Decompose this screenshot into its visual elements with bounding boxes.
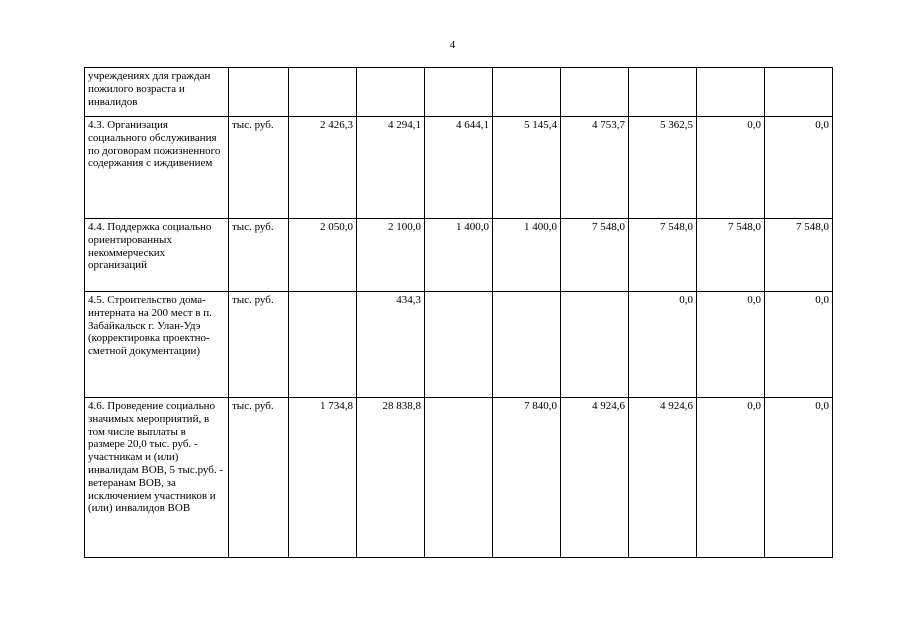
value-cell (561, 292, 629, 398)
row-title: учреждениях для граждан пожилого возраста и инвалидов (85, 68, 229, 117)
row-title: 4.3. Организация социального обслуживания по договорам пожизненного содержания с иждивением (85, 117, 229, 219)
value-cell: 434,3 (357, 292, 425, 398)
value-cell: 7 548,0 (697, 219, 765, 292)
table-row (85, 292, 833, 398)
value-cell: 4 644,1 (425, 117, 493, 219)
value-cell: 0,0 (697, 292, 765, 398)
value-cell (425, 398, 493, 558)
value-cell (629, 68, 697, 117)
value-cell (425, 68, 493, 117)
value-cell: 5 145,4 (493, 117, 561, 219)
value-cell: 0,0 (765, 292, 833, 398)
value-cell: 0,0 (697, 117, 765, 219)
row-title: 4.6. Проведение социально значимых мероприятий, в том числе выплаты в размере 20,0 тыс. руб. - участникам и (или) инвалидам ВОВ, 5 тыс.руб. - ветеранам ВОВ, за исключением участников и (или) инвалидов ВОВ (85, 398, 229, 558)
unit-cell: тыс. руб. (229, 398, 289, 558)
row-title: 4.5. Строительство дома-интерната на 200 мест в п. Забайкальск г. Улан-Удэ (корректировка проектно-сметной документации) (85, 292, 229, 398)
value-cell: 2 426,3 (289, 117, 357, 219)
program-financing-table (84, 67, 833, 558)
table-row (85, 219, 833, 292)
unit-cell (229, 68, 289, 117)
value-cell (289, 292, 357, 398)
value-cell (697, 68, 765, 117)
value-cell: 0,0 (697, 398, 765, 558)
value-cell: 2 050,0 (289, 219, 357, 292)
value-cell: 0,0 (765, 117, 833, 219)
table-row (85, 68, 833, 117)
value-cell (357, 68, 425, 117)
unit-cell: тыс. руб. (229, 219, 289, 292)
value-cell (425, 292, 493, 398)
value-cell: 5 362,5 (629, 117, 697, 219)
value-cell: 0,0 (765, 398, 833, 558)
value-cell (289, 68, 357, 117)
value-cell: 7 548,0 (765, 219, 833, 292)
unit-cell: тыс. руб. (229, 292, 289, 398)
value-cell: 28 838,8 (357, 398, 425, 558)
value-cell: 4 753,7 (561, 117, 629, 219)
value-cell: 2 100,0 (357, 219, 425, 292)
value-cell: 0,0 (629, 292, 697, 398)
value-cell: 7 840,0 (493, 398, 561, 558)
row-title: 4.4. Поддержка социально ориентированных некоммерческих организаций (85, 219, 229, 292)
table-row (85, 398, 833, 558)
value-cell: 1 400,0 (493, 219, 561, 292)
value-cell (765, 68, 833, 117)
value-cell: 4 924,6 (561, 398, 629, 558)
value-cell: 1 734,8 (289, 398, 357, 558)
table-row (85, 117, 833, 219)
unit-cell: тыс. руб. (229, 117, 289, 219)
value-cell: 4 924,6 (629, 398, 697, 558)
value-cell (493, 68, 561, 117)
value-cell (561, 68, 629, 117)
value-cell: 7 548,0 (629, 219, 697, 292)
value-cell: 4 294,1 (357, 117, 425, 219)
page-number: 4 (449, 39, 456, 51)
value-cell: 7 548,0 (561, 219, 629, 292)
value-cell: 1 400,0 (425, 219, 493, 292)
value-cell (493, 292, 561, 398)
